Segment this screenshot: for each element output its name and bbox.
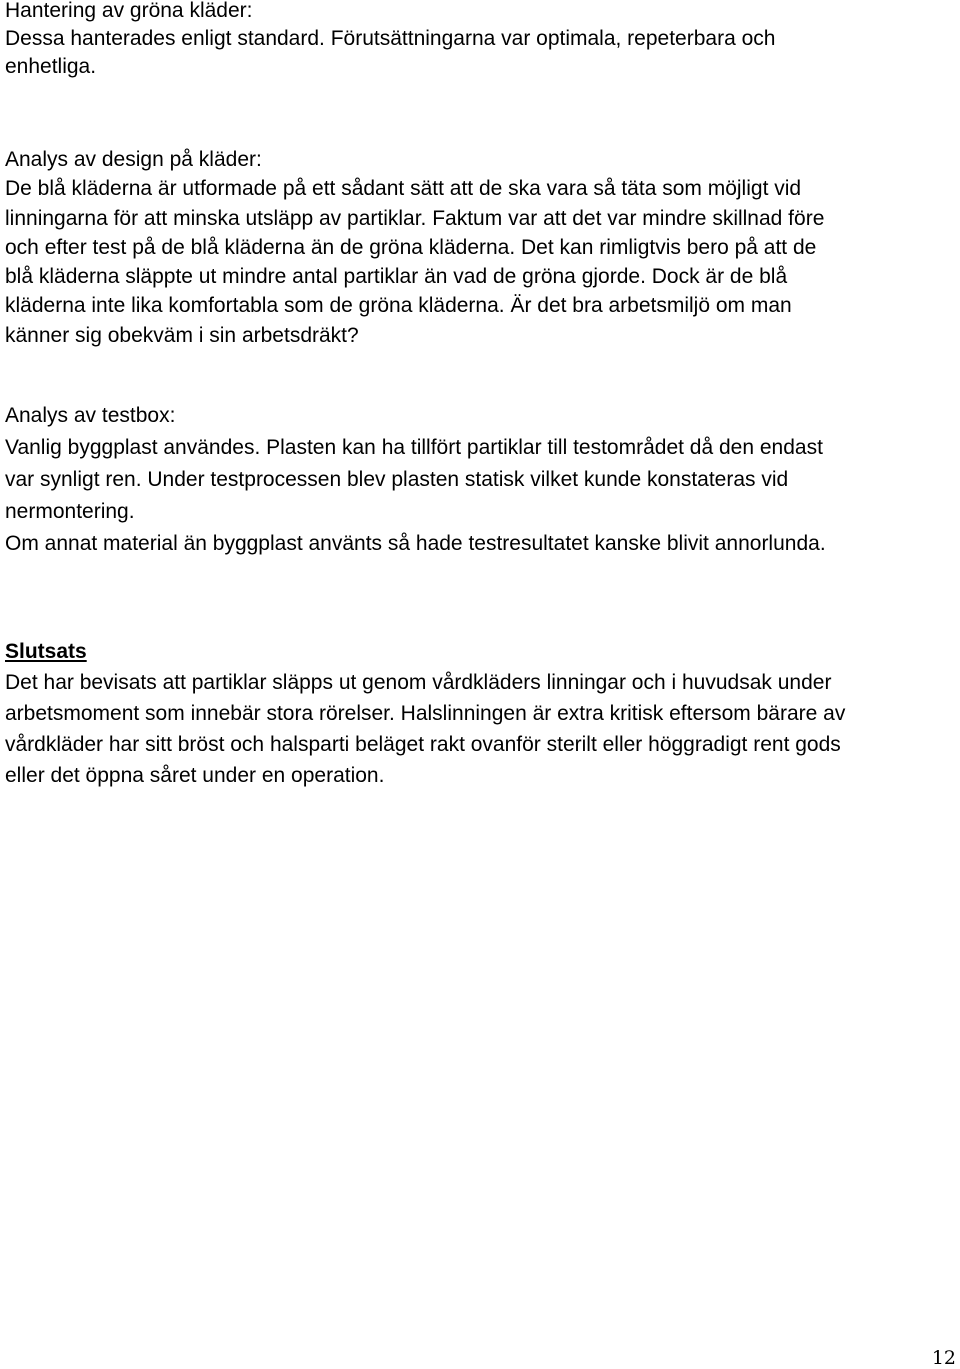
paragraph-line: kläderna inte lika komfortabla som de gröna kläderna. Är det bra arbetsmiljö om man <box>5 294 792 318</box>
section-design <box>5 145 955 350</box>
section-testbox <box>5 400 955 560</box>
paragraph-line: arbetsmoment som innebär stora rörelser. Halslinningen är extra kritisk eftersom bärare av <box>5 702 846 725</box>
section-heading-design: Analys av design på kläder: <box>5 148 262 171</box>
paragraph-line: Vanlig byggplast användes. Plasten kan ha tillfört partiklar till testområdet då den endast <box>5 436 823 459</box>
paragraph-line: De blå kläderna är utformade på ett sådant sätt att de ska vara så täta som möjligt vid <box>5 177 802 201</box>
paragraph-line: var synligt ren. Under testprocessen blev plasten statisk vilket kunde konstateras vid <box>5 468 789 491</box>
paragraph-line: känner sig obekväm i sin arbetsdräkt? <box>5 323 359 347</box>
paragraph-line: vårdkläder har sitt bröst och halsparti beläget rakt ovanför sterilt eller höggradigt rent gods <box>5 733 841 756</box>
paragraph-line: enhetliga. <box>5 55 97 78</box>
section-heading-testbox: Analys av testbox: <box>5 404 176 427</box>
paragraph-line: Dessa hanterades enligt standard. Förutsättningarna var optimala, repeterbara och <box>5 27 776 50</box>
paragraph-line: nermontering. <box>5 500 135 523</box>
section-handling <box>5 0 955 81</box>
section-heading-conclusion: Slutsats <box>5 640 87 663</box>
paragraph-line: blå kläderna släppte ut mindre antal partiklar än vad de gröna gjorde. Dock är de blå <box>5 265 788 289</box>
paragraph-line: eller det öppna såret under en operation. <box>5 764 385 787</box>
paragraph-line: Det har bevisats att partiklar släpps ut genom vårdkläders linningar och i huvudsak under <box>5 671 832 694</box>
paragraph-line: linningarna för att minska utsläpp av partiklar. Faktum var att det var mindre skillnad före <box>5 206 825 230</box>
paragraph-line: Om annat material än byggplast använts så hade testresultatet kanske blivit annorlunda. <box>5 532 826 555</box>
section-heading-handling: Hantering av gröna kläder: <box>5 0 253 22</box>
paragraph-line: och efter test på de blå kläderna än de gröna kläderna. Det kan rimligtvis bero på att de <box>5 235 817 259</box>
page-number: 12 <box>931 1347 956 1369</box>
section-conclusion <box>5 636 955 791</box>
